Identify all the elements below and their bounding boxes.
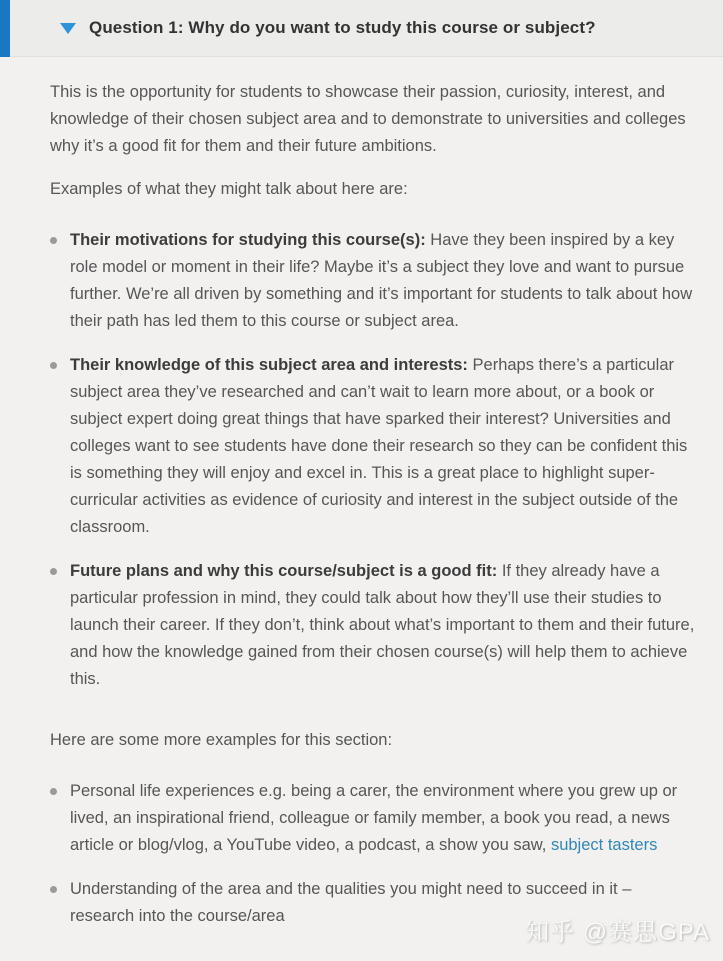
bullet-bold-label: Future plans and why this course/subject is a good fit: (70, 562, 498, 580)
bullet-icon (50, 886, 57, 893)
bullet-icon (50, 362, 57, 369)
bullet-icon (50, 788, 57, 795)
list-item (50, 352, 698, 541)
bullet-icon (50, 568, 57, 575)
bullet-text: If they already have a particular profession in mind, they could talk about how they’ll use their studies to launch their career. If they don’t, think about what’s important to them and their future, and how the knowledge gained from their chosen course(s) will help them to achieve this. (70, 562, 695, 688)
list-item (50, 227, 698, 335)
examples-list (50, 227, 698, 693)
accent-bar (0, 0, 10, 57)
accordion-title: Question 1: Why do you want to study this course or subject? (89, 18, 596, 37)
bullet-text: Have they been inspired by a key role model or moment in their life? Maybe it’s a subject they love and want to pursue further. We’re all driven by something and it’s important for students to talk about how their path has led them to this course or subject area. (70, 231, 693, 330)
bullet-bold-label: Their motivations for studying this course(s): (70, 231, 426, 249)
list-item (50, 778, 698, 859)
list-item (50, 558, 698, 693)
chevron-down-icon[interactable] (60, 23, 76, 34)
bullet-icon (50, 237, 57, 244)
examples-lead: Examples of what they might talk about here are: (50, 180, 408, 198)
bullet-text: Perhaps there’s a particular subject area they’ve researched and can’t wait to learn more about, or a book or subject expert doing great things that have sparked their interest? Universities and colleges want to see students have done their research so they can be confident this is something they will enjoy and excel in. This is a great place to highlight super-curricular activities as evidence of curiosity and interest in the subject outside of the classroom. (70, 356, 688, 536)
bullet-text: Understanding of the area and the qualities you might need to succeed in it – research into the course/area (70, 880, 632, 925)
accordion-header[interactable] (0, 0, 723, 57)
subject-tasters-link[interactable]: subject tasters (550, 836, 658, 854)
more-examples-list (50, 778, 698, 930)
bullet-text: Personal life experiences e.g. being a carer, the environment where you grew up or lived, an inspirational friend, colleague or family member, a book you read, a news article or blog/vlog, a YouTube video, a podcast, a show you saw, (70, 782, 678, 854)
accordion-content (0, 57, 723, 930)
list-item (50, 876, 698, 930)
more-examples-lead: Here are some more examples for this section: (50, 731, 393, 749)
bullet-bold-label: Their knowledge of this subject area and interests: (70, 356, 468, 374)
intro-paragraph: This is the opportunity for students to showcase their passion, curiosity, interest, and knowledge of their chosen subject area and to demonstrate to universities and colleges why it’s a good fit for them and their future ambitions. (50, 83, 686, 155)
watermark: 知乎 @赛思GPA (525, 919, 710, 946)
